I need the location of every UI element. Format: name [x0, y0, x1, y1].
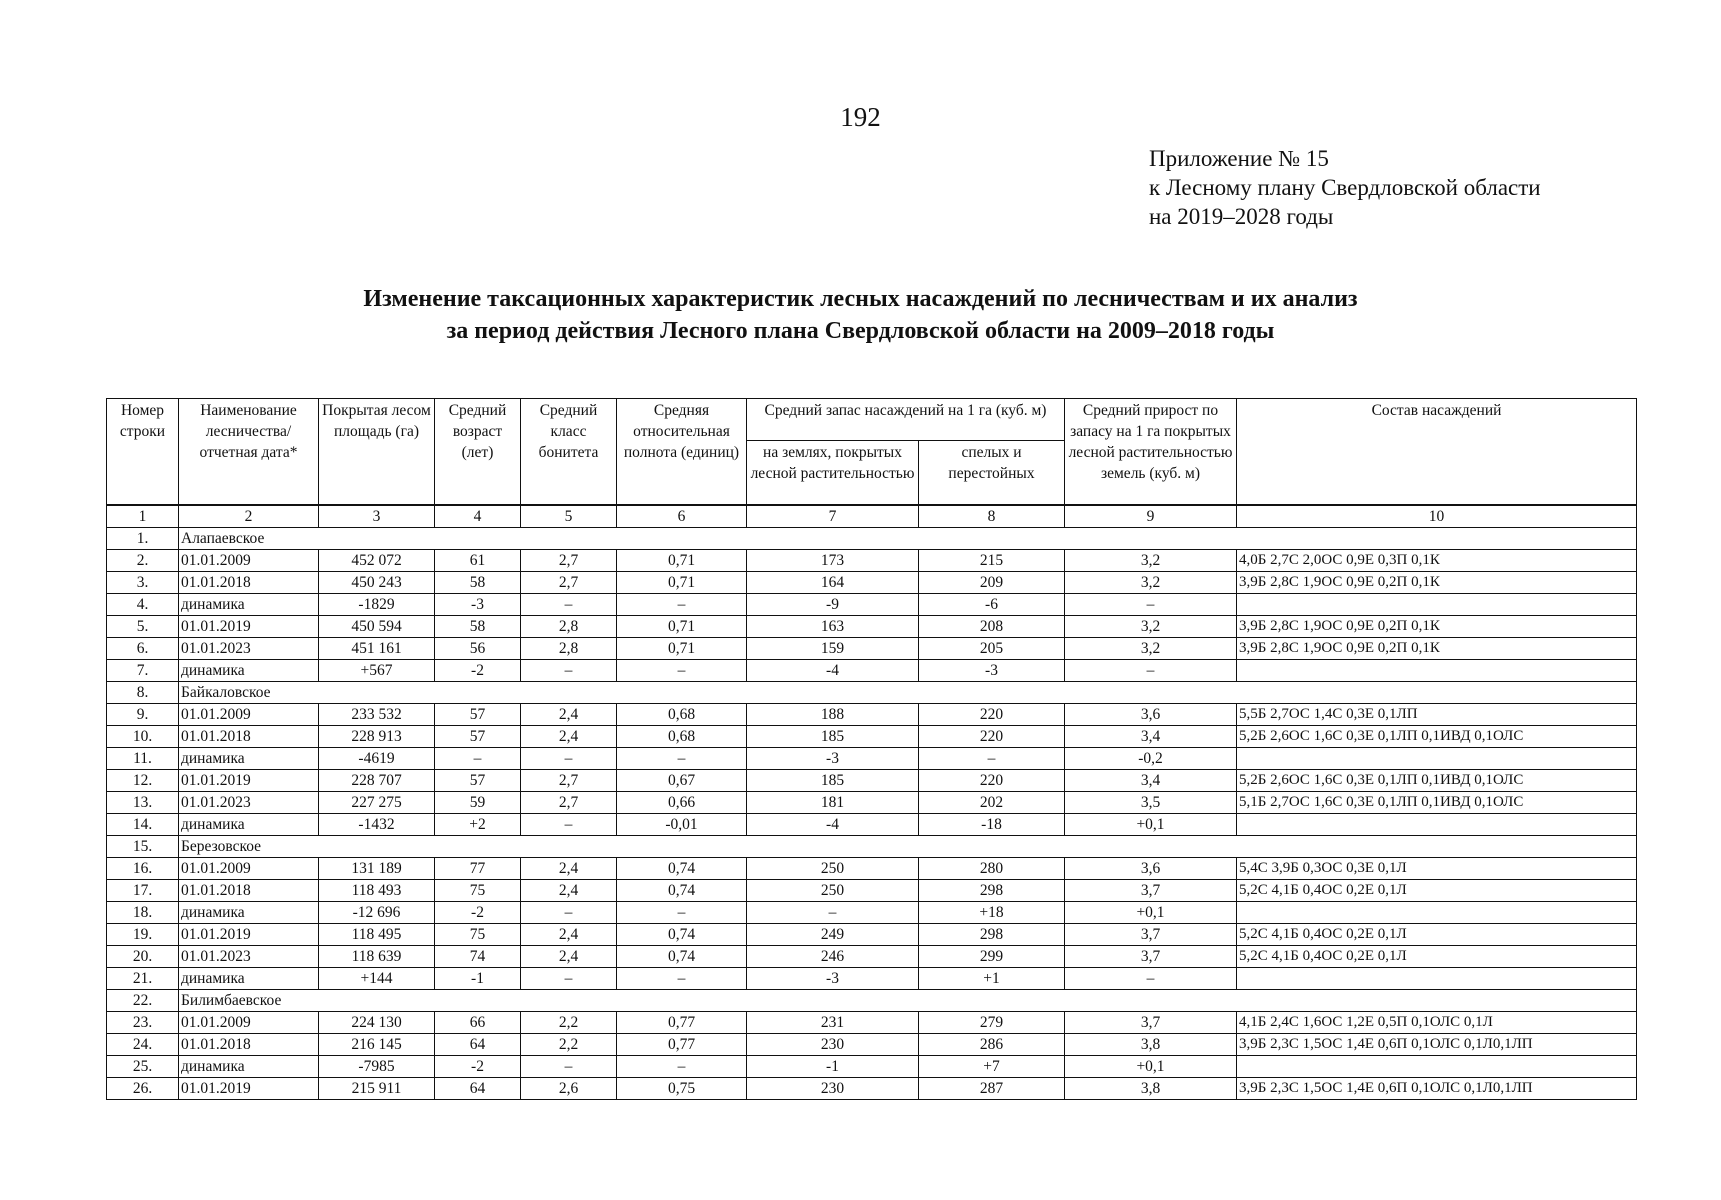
growth-cell: +0,1	[1065, 901, 1237, 923]
section-spacer-cell	[319, 681, 1637, 703]
stock-covered-cell: 250	[747, 857, 919, 879]
row-number-cell: 8.	[107, 681, 179, 703]
name-cell: динамика	[179, 901, 319, 923]
composition-cell	[1237, 747, 1637, 769]
growth-cell: 3,8	[1065, 1033, 1237, 1055]
column-number: 10	[1237, 505, 1637, 528]
stock-mature-cell: -3	[919, 659, 1065, 681]
name-cell: динамика	[179, 747, 319, 769]
row-number-cell: 7.	[107, 659, 179, 681]
header-growth: Средний прирост по запасу на 1 га покрытых лесной растительностью земель (куб. м)	[1065, 399, 1237, 505]
column-number: 4	[435, 505, 521, 528]
stock-covered-cell: 163	[747, 615, 919, 637]
composition-cell: 5,4С 3,9Б 0,3ОС 0,3Е 0,1Л	[1237, 857, 1637, 879]
area-cell: -4619	[319, 747, 435, 769]
appendix-line-3: на 2019–2028 годы	[1149, 204, 1334, 229]
density-cell: –	[617, 1055, 747, 1077]
area-cell: 227 275	[319, 791, 435, 813]
appendix-note	[1149, 144, 1541, 231]
row-number-cell: 9.	[107, 703, 179, 725]
table-row	[107, 703, 1637, 725]
column-number: 1	[107, 505, 179, 528]
section-spacer-cell	[319, 835, 1637, 857]
area-cell: 450 243	[319, 571, 435, 593]
growth-cell: –	[1065, 593, 1237, 615]
row-number-cell: 18.	[107, 901, 179, 923]
table-row	[107, 549, 1637, 571]
area-cell: 452 072	[319, 549, 435, 571]
row-number-cell: 11.	[107, 747, 179, 769]
stock-covered-cell: 185	[747, 769, 919, 791]
composition-cell	[1237, 593, 1637, 615]
bonitet-cell: 2,4	[521, 857, 617, 879]
stock-covered-cell: 173	[747, 549, 919, 571]
stock-mature-cell: 202	[919, 791, 1065, 813]
stock-mature-cell: 220	[919, 769, 1065, 791]
table-row	[107, 879, 1637, 901]
growth-cell: 3,7	[1065, 923, 1237, 945]
name-cell: 01.01.2023	[179, 945, 319, 967]
table-row	[107, 945, 1637, 967]
header-stock-mature: спелых и перестойных	[919, 441, 1065, 505]
stock-covered-cell: 246	[747, 945, 919, 967]
stock-covered-cell: 185	[747, 725, 919, 747]
area-cell: 224 130	[319, 1011, 435, 1033]
density-cell: 0,71	[617, 571, 747, 593]
row-number-cell: 4.	[107, 593, 179, 615]
density-cell: 0,74	[617, 945, 747, 967]
stock-mature-cell: 208	[919, 615, 1065, 637]
density-cell: 0,75	[617, 1077, 747, 1099]
bonitet-cell: 2,4	[521, 703, 617, 725]
bonitet-cell: 2,8	[521, 615, 617, 637]
area-cell: 228 707	[319, 769, 435, 791]
bonitet-cell: 2,4	[521, 879, 617, 901]
name-cell: 01.01.2018	[179, 571, 319, 593]
composition-cell: 4,0Б 2,7С 2,0ОС 0,9Е 0,3П 0,1К	[1237, 549, 1637, 571]
row-number-cell: 23.	[107, 1011, 179, 1033]
area-cell: 228 913	[319, 725, 435, 747]
stock-mature-cell: 287	[919, 1077, 1065, 1099]
document-title	[0, 283, 1721, 347]
section-spacer-cell	[319, 527, 1637, 549]
composition-cell: 5,2С 4,1Б 0,4ОС 0,2Е 0,1Л	[1237, 923, 1637, 945]
table-row	[107, 1077, 1637, 1099]
table-row	[107, 593, 1637, 615]
age-cell: 58	[435, 615, 521, 637]
density-cell: 0,77	[617, 1011, 747, 1033]
name-cell: динамика	[179, 593, 319, 615]
area-cell: 450 594	[319, 615, 435, 637]
stock-mature-cell: 299	[919, 945, 1065, 967]
stock-mature-cell: 286	[919, 1033, 1065, 1055]
growth-cell: 3,2	[1065, 571, 1237, 593]
column-number: 2	[179, 505, 319, 528]
table-body	[107, 527, 1637, 1099]
bonitet-cell: –	[521, 813, 617, 835]
column-number: 3	[319, 505, 435, 528]
growth-cell: 3,7	[1065, 1011, 1237, 1033]
area-cell: -7985	[319, 1055, 435, 1077]
row-number-cell: 10.	[107, 725, 179, 747]
stock-mature-cell: –	[919, 747, 1065, 769]
appendix-line-2: к Лесному плану Свердловской области	[1149, 175, 1541, 200]
bonitet-cell: 2,4	[521, 945, 617, 967]
stock-mature-cell: 298	[919, 923, 1065, 945]
age-cell: 64	[435, 1077, 521, 1099]
area-cell: -1829	[319, 593, 435, 615]
row-number-cell: 19.	[107, 923, 179, 945]
name-cell: 01.01.2018	[179, 879, 319, 901]
age-cell: 58	[435, 571, 521, 593]
stock-mature-cell: 280	[919, 857, 1065, 879]
bonitet-cell: –	[521, 593, 617, 615]
composition-cell	[1237, 901, 1637, 923]
density-cell: 0,71	[617, 549, 747, 571]
stock-mature-cell: 220	[919, 703, 1065, 725]
bonitet-cell: –	[521, 659, 617, 681]
growth-cell: 3,2	[1065, 549, 1237, 571]
forestry-name-cell: Билимбаевское	[179, 989, 319, 1011]
composition-cell	[1237, 1055, 1637, 1077]
age-cell: -3	[435, 593, 521, 615]
table-row	[107, 1033, 1637, 1055]
bonitet-cell: 2,7	[521, 571, 617, 593]
name-cell: 01.01.2019	[179, 615, 319, 637]
bonitet-cell: 2,4	[521, 923, 617, 945]
area-cell: 451 161	[319, 637, 435, 659]
composition-cell: 5,2Б 2,6ОС 1,6С 0,3Е 0,1ЛП 0,1ИВД 0,1ОЛС	[1237, 769, 1637, 791]
area-cell: 215 911	[319, 1077, 435, 1099]
stock-mature-cell: -18	[919, 813, 1065, 835]
area-cell: 233 532	[319, 703, 435, 725]
density-cell: 0,67	[617, 769, 747, 791]
age-cell: 61	[435, 549, 521, 571]
row-number-cell: 20.	[107, 945, 179, 967]
row-number-cell: 1.	[107, 527, 179, 549]
stock-mature-cell: +18	[919, 901, 1065, 923]
table-row	[107, 901, 1637, 923]
area-cell: 118 493	[319, 879, 435, 901]
age-cell: 57	[435, 703, 521, 725]
area-cell: -12 696	[319, 901, 435, 923]
row-number-cell: 25.	[107, 1055, 179, 1077]
age-cell: 59	[435, 791, 521, 813]
composition-cell	[1237, 967, 1637, 989]
area-cell: 118 639	[319, 945, 435, 967]
growth-cell: 3,7	[1065, 945, 1237, 967]
growth-cell: 3,2	[1065, 615, 1237, 637]
table-row	[107, 659, 1637, 681]
age-cell: 74	[435, 945, 521, 967]
composition-cell	[1237, 813, 1637, 835]
density-cell: 0,74	[617, 857, 747, 879]
row-number-cell: 6.	[107, 637, 179, 659]
growth-cell: -0,2	[1065, 747, 1237, 769]
growth-cell: 3,2	[1065, 637, 1237, 659]
header-bonitet: Средний класс бонитета	[521, 399, 617, 505]
bonitet-cell: –	[521, 967, 617, 989]
table-row	[107, 769, 1637, 791]
forestry-name-cell: Березовское	[179, 835, 319, 857]
forestry-section-row	[107, 835, 1637, 857]
bonitet-cell: –	[521, 747, 617, 769]
stock-covered-cell: 230	[747, 1033, 919, 1055]
age-cell: -1	[435, 967, 521, 989]
name-cell: 01.01.2023	[179, 791, 319, 813]
growth-cell: –	[1065, 659, 1237, 681]
growth-cell: +0,1	[1065, 813, 1237, 835]
forestry-section-row	[107, 681, 1637, 703]
composition-cell: 5,2Б 2,6ОС 1,6С 0,3Е 0,1ЛП 0,1ИВД 0,1ОЛС	[1237, 725, 1637, 747]
area-cell: 118 495	[319, 923, 435, 945]
area-cell: -1432	[319, 813, 435, 835]
age-cell: 75	[435, 923, 521, 945]
growth-cell: 3,4	[1065, 725, 1237, 747]
row-number-cell: 15.	[107, 835, 179, 857]
name-cell: динамика	[179, 967, 319, 989]
forestry-section-row	[107, 527, 1637, 549]
density-cell: -0,01	[617, 813, 747, 835]
row-number-cell: 12.	[107, 769, 179, 791]
composition-cell: 3,9Б 2,8С 1,9ОС 0,9Е 0,2П 0,1К	[1237, 571, 1637, 593]
density-cell: –	[617, 747, 747, 769]
age-cell: 64	[435, 1033, 521, 1055]
bonitet-cell: –	[521, 901, 617, 923]
name-cell: динамика	[179, 813, 319, 835]
composition-cell: 3,9Б 2,8С 1,9ОС 0,9Е 0,2П 0,1К	[1237, 637, 1637, 659]
density-cell: –	[617, 901, 747, 923]
table-row	[107, 791, 1637, 813]
area-cell: 131 189	[319, 857, 435, 879]
age-cell: 57	[435, 725, 521, 747]
density-cell: 0,68	[617, 725, 747, 747]
composition-cell: 4,1Б 2,4С 1,6ОС 1,2Е 0,5П 0,1ОЛС 0,1Л	[1237, 1011, 1637, 1033]
density-cell: 0,68	[617, 703, 747, 725]
age-cell: +2	[435, 813, 521, 835]
growth-cell: 3,5	[1065, 791, 1237, 813]
forestry-section-row	[107, 989, 1637, 1011]
header-stock-covered: на землях, покрытых лесной растительностью	[747, 441, 919, 505]
density-cell: 0,71	[617, 615, 747, 637]
column-number: 7	[747, 505, 919, 528]
bonitet-cell: –	[521, 1055, 617, 1077]
column-number: 5	[521, 505, 617, 528]
forestry-name-cell: Алапаевское	[179, 527, 319, 549]
name-cell: 01.01.2019	[179, 769, 319, 791]
table-row	[107, 857, 1637, 879]
stock-mature-cell: +1	[919, 967, 1065, 989]
stock-covered-cell: 188	[747, 703, 919, 725]
density-cell: 0,74	[617, 923, 747, 945]
header-name: Наименование лесничества/ отчетная дата*	[179, 399, 319, 505]
growth-cell: –	[1065, 967, 1237, 989]
age-cell: 77	[435, 857, 521, 879]
column-number: 9	[1065, 505, 1237, 528]
age-cell: -2	[435, 659, 521, 681]
table-row	[107, 571, 1637, 593]
age-cell: 66	[435, 1011, 521, 1033]
table-row	[107, 747, 1637, 769]
area-cell: +144	[319, 967, 435, 989]
composition-cell: 5,1Б 2,7ОС 1,6С 0,3Е 0,1ЛП 0,1ИВД 0,1ОЛС	[1237, 791, 1637, 813]
name-cell: динамика	[179, 1055, 319, 1077]
stock-covered-cell: -4	[747, 659, 919, 681]
row-number-cell: 21.	[107, 967, 179, 989]
name-cell: 01.01.2023	[179, 637, 319, 659]
document-title-line-1: Изменение таксационных характеристик лесных насаждений по лесничествам и их анализ	[363, 286, 1358, 312]
growth-cell: 3,6	[1065, 857, 1237, 879]
row-number-cell: 13.	[107, 791, 179, 813]
name-cell: 01.01.2009	[179, 549, 319, 571]
bonitet-cell: 2,8	[521, 637, 617, 659]
composition-cell: 5,2С 4,1Б 0,4ОС 0,2Е 0,1Л	[1237, 879, 1637, 901]
density-cell: 0,74	[617, 879, 747, 901]
stock-covered-cell: -3	[747, 967, 919, 989]
stock-mature-cell: 298	[919, 879, 1065, 901]
row-number-cell: 26.	[107, 1077, 179, 1099]
growth-cell: +0,1	[1065, 1055, 1237, 1077]
stock-covered-cell: –	[747, 901, 919, 923]
composition-cell: 3,9Б 2,3С 1,5ОС 1,4Е 0,6П 0,1ОЛС 0,1Л0,1ЛП	[1237, 1033, 1637, 1055]
age-cell: 56	[435, 637, 521, 659]
row-number-cell: 22.	[107, 989, 179, 1011]
name-cell: 01.01.2009	[179, 703, 319, 725]
stock-mature-cell: 209	[919, 571, 1065, 593]
stock-mature-cell: -6	[919, 593, 1065, 615]
header-composition: Состав насаждений	[1237, 399, 1637, 505]
name-cell: 01.01.2019	[179, 1077, 319, 1099]
stock-covered-cell: 164	[747, 571, 919, 593]
section-spacer-cell	[319, 989, 1637, 1011]
stock-covered-cell: 159	[747, 637, 919, 659]
bonitet-cell: 2,7	[521, 791, 617, 813]
density-cell: 0,77	[617, 1033, 747, 1055]
header-row-number: Номер строки	[107, 399, 179, 505]
bonitet-cell: 2,7	[521, 769, 617, 791]
stock-mature-cell: 220	[919, 725, 1065, 747]
growth-cell: 3,8	[1065, 1077, 1237, 1099]
density-cell: –	[617, 593, 747, 615]
row-number-cell: 24.	[107, 1033, 179, 1055]
table-row	[107, 1011, 1637, 1033]
header-area: Покрытая лесом площадь (га)	[319, 399, 435, 505]
stock-covered-cell: -4	[747, 813, 919, 835]
bonitet-cell: 2,7	[521, 549, 617, 571]
name-cell: 01.01.2018	[179, 725, 319, 747]
stock-mature-cell: 205	[919, 637, 1065, 659]
composition-cell: 5,2С 4,1Б 0,4ОС 0,2Е 0,1Л	[1237, 945, 1637, 967]
document-title-line-2: за период действия Лесного плана Свердловской области на 2009–2018 годы	[446, 318, 1275, 344]
density-cell: 0,66	[617, 791, 747, 813]
name-cell: 01.01.2009	[179, 1011, 319, 1033]
stock-mature-cell: 215	[919, 549, 1065, 571]
stock-covered-cell: 181	[747, 791, 919, 813]
age-cell: -2	[435, 1055, 521, 1077]
bonitet-cell: 2,6	[521, 1077, 617, 1099]
area-cell: 216 145	[319, 1033, 435, 1055]
age-cell: –	[435, 747, 521, 769]
header-age: Средний возраст (лет)	[435, 399, 521, 505]
stock-covered-cell: -3	[747, 747, 919, 769]
bonitet-cell: 2,4	[521, 725, 617, 747]
row-number-cell: 3.	[107, 571, 179, 593]
column-number-row	[107, 505, 1637, 528]
row-number-cell: 14.	[107, 813, 179, 835]
name-cell: 01.01.2018	[179, 1033, 319, 1055]
density-cell: –	[617, 659, 747, 681]
stock-covered-cell: -1	[747, 1055, 919, 1077]
age-cell: 57	[435, 769, 521, 791]
name-cell: 01.01.2019	[179, 923, 319, 945]
composition-cell: 3,9Б 2,3С 1,5ОС 1,4Е 0,6П 0,1ОЛС 0,1Л0,1ЛП	[1237, 1077, 1637, 1099]
stock-mature-cell: 279	[919, 1011, 1065, 1033]
column-number: 8	[919, 505, 1065, 528]
composition-cell: 3,9Б 2,8С 1,9ОС 0,9Е 0,2П 0,1К	[1237, 615, 1637, 637]
table-row	[107, 923, 1637, 945]
age-cell: 75	[435, 879, 521, 901]
bonitet-cell: 2,2	[521, 1011, 617, 1033]
density-cell: 0,71	[617, 637, 747, 659]
name-cell: 01.01.2009	[179, 857, 319, 879]
stock-covered-cell: 231	[747, 1011, 919, 1033]
table-row	[107, 725, 1637, 747]
composition-cell: 5,5Б 2,7ОС 1,4С 0,3Е 0,1ЛП	[1237, 703, 1637, 725]
growth-cell: 3,7	[1065, 879, 1237, 901]
stock-mature-cell: +7	[919, 1055, 1065, 1077]
name-cell: динамика	[179, 659, 319, 681]
column-number: 6	[617, 505, 747, 528]
row-number-cell: 5.	[107, 615, 179, 637]
bonitet-cell: 2,2	[521, 1033, 617, 1055]
forest-characteristics-table	[106, 398, 1637, 1100]
forestry-name-cell: Байкаловское	[179, 681, 319, 703]
growth-cell: 3,6	[1065, 703, 1237, 725]
header-density: Средняя относительная полнота (единиц)	[617, 399, 747, 505]
stock-covered-cell: 250	[747, 879, 919, 901]
table-row	[107, 637, 1637, 659]
stock-covered-cell: -9	[747, 593, 919, 615]
table-row	[107, 967, 1637, 989]
age-cell: -2	[435, 901, 521, 923]
row-number-cell: 2.	[107, 549, 179, 571]
page-number: 192	[840, 102, 881, 132]
stock-covered-cell: 249	[747, 923, 919, 945]
header-stock-group: Средний запас насаждений на 1 га (куб. м)	[747, 399, 1065, 441]
density-cell: –	[617, 967, 747, 989]
table-row	[107, 615, 1637, 637]
growth-cell: 3,4	[1065, 769, 1237, 791]
composition-cell	[1237, 659, 1637, 681]
area-cell: +567	[319, 659, 435, 681]
table-row	[107, 1055, 1637, 1077]
row-number-cell: 17.	[107, 879, 179, 901]
appendix-line-1: Приложение № 15	[1149, 146, 1329, 171]
stock-covered-cell: 230	[747, 1077, 919, 1099]
table-row	[107, 813, 1637, 835]
row-number-cell: 16.	[107, 857, 179, 879]
